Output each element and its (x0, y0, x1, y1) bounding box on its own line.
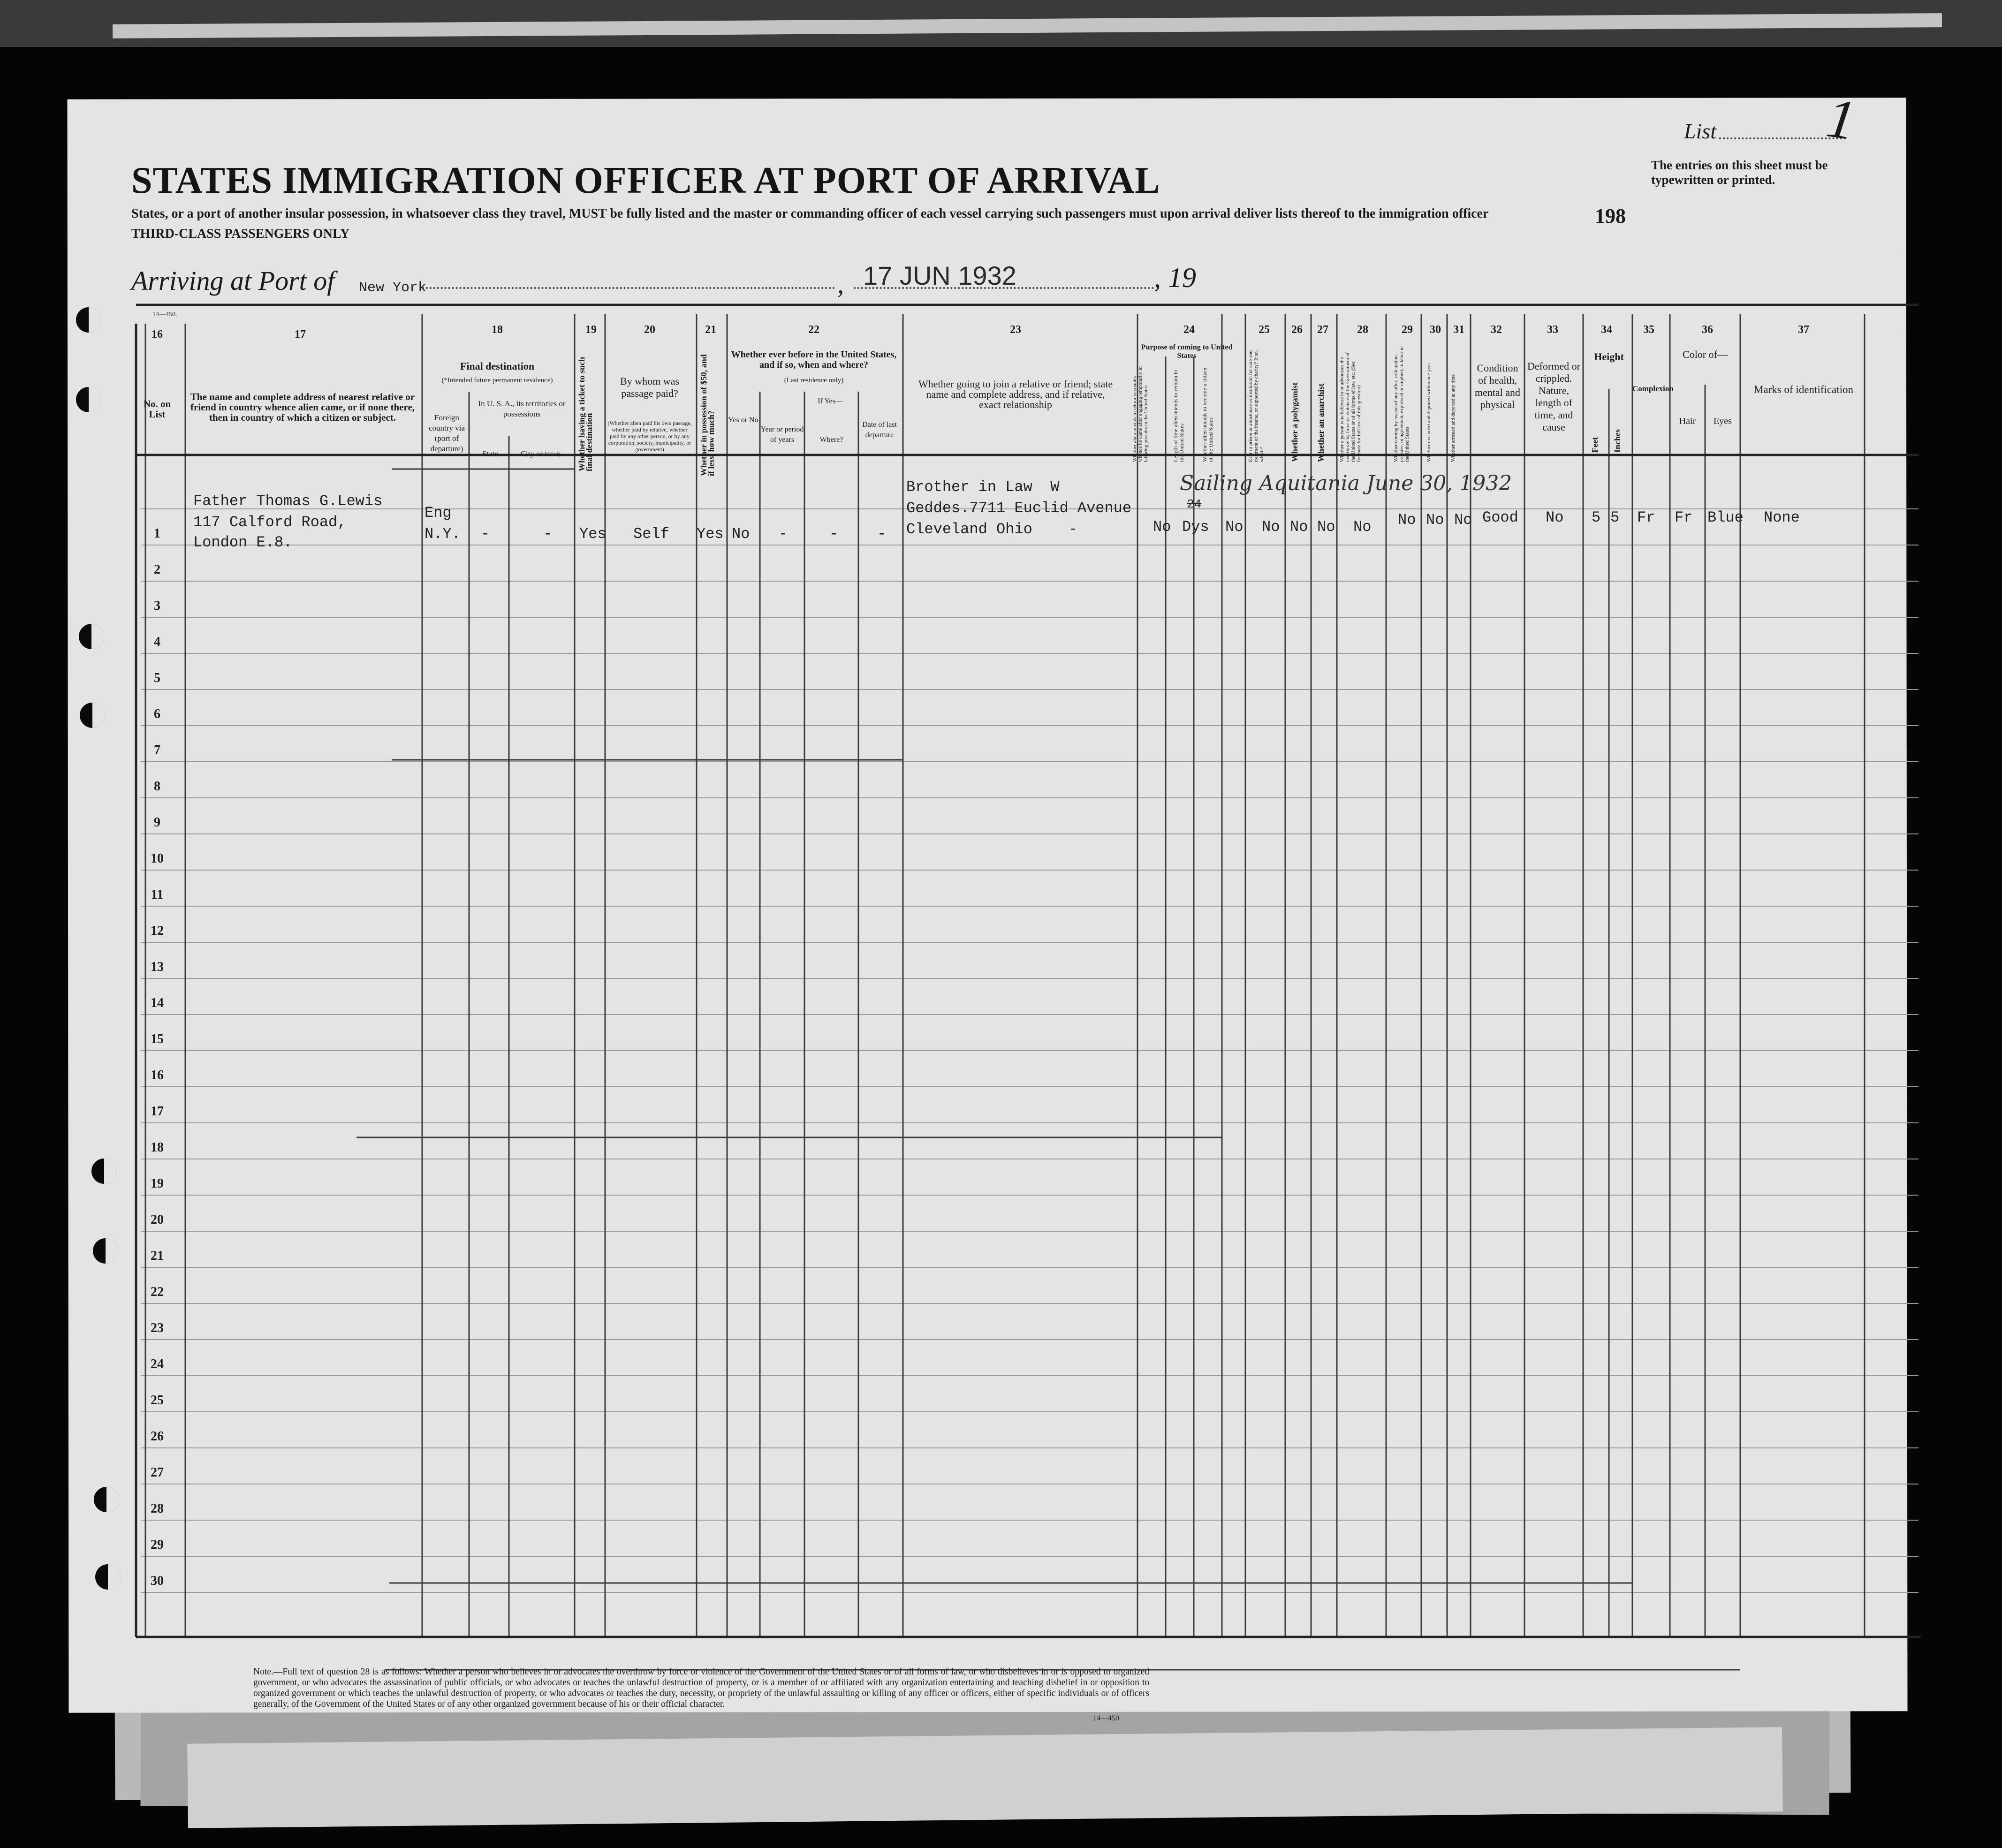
col-17-number: 17 (295, 328, 306, 341)
row-number: 21 (151, 1249, 164, 1263)
col-19-header: Whether having a ticket to such final destination (577, 356, 594, 471)
col-22-year: Year or period of years (760, 425, 804, 444)
form-code: 14—450. (152, 311, 177, 318)
col-33-number: 33 (1547, 324, 1558, 336)
row-number: 14 (151, 996, 164, 1010)
col-34-header: Height (1594, 351, 1624, 363)
overthrow-value: No (1353, 518, 1372, 536)
col-24-header: Purpose of coming to United States (1141, 343, 1233, 360)
col-36-number: 36 (1702, 324, 1713, 336)
col-26-header: Whether a polygamist (1290, 382, 1299, 462)
col-27-header: Whether an anarchist (1316, 383, 1326, 462)
arrested-value: No (1454, 511, 1472, 529)
anarchist-value: No (1317, 518, 1335, 536)
col-20-note: (Whether alien paid his own passage, whether paid by relative, whether paid by any other person, or by any corporation, society, municipality, or government) (607, 420, 692, 453)
row-number: 10 (151, 851, 164, 866)
excluded-value: No (1426, 511, 1444, 529)
year-value: 19 (1168, 262, 1196, 293)
col-32-number: 32 (1491, 324, 1502, 336)
col-28-header: Whether a person who believes in or advocates the overthrow by force or violence of the Government of the United States or of all forms of law, etc. (See footnote for full text of this question) (1339, 352, 1362, 462)
row-number: 9 (154, 815, 160, 830)
col-25-header: Ever in prison or almshouse or institution for care and treatment of the insane, or supported by charity? If so, which? (1248, 350, 1265, 462)
col-24c-header: Whether alien intends to become a citizen of the United States (1201, 367, 1214, 462)
row-number: 26 (151, 1429, 164, 1444)
has-50-value: Yes (697, 525, 724, 543)
before-departure: - (877, 525, 887, 543)
ticket-value: Yes (579, 525, 607, 543)
col-19-number: 19 (585, 324, 597, 336)
relative-city: London E.8. (193, 534, 293, 551)
col-17-header: The name and complete address of nearest relative or friend in country whence alien came, or if none there, then in country of which a citizen or subject. (190, 391, 415, 423)
hair-color: Fr (1675, 509, 1693, 526)
prison-value: No (1262, 518, 1280, 536)
list-number: 1 (1823, 86, 1860, 152)
passage-paid-by: Self (633, 525, 669, 543)
col-21-header: Whether in possession of $50, and if less, how much? (699, 354, 716, 476)
row-number: 19 (151, 1176, 164, 1191)
col-24-number: 24 (1183, 324, 1195, 336)
col-36-eyes: Eyes (1714, 416, 1732, 426)
col-23-header: Whether going to join a relative or friend; state name and complete address, and if relative, exact relationship (918, 378, 1113, 410)
list-label: List (1684, 119, 1717, 143)
row-number: 22 (151, 1285, 164, 1299)
row-number: 13 (151, 960, 164, 974)
return-intent: No (1153, 518, 1171, 536)
health-value: Good (1482, 509, 1518, 526)
col-24a-header: Whether alien intends to return to country whence he came after engaging temporarily in laboring pursuits in the United States (1132, 366, 1149, 462)
col-34-inches: Inches (1613, 429, 1622, 453)
row-number: 20 (151, 1212, 164, 1227)
col-22-yesno: Yes or No (728, 416, 758, 424)
complexion-value: Fr (1637, 509, 1655, 526)
destination-city: - (543, 525, 553, 543)
offer-labor-value: No (1398, 511, 1416, 529)
length-of-stay-struck: 24 (1187, 497, 1202, 511)
identification-marks: None (1764, 509, 1800, 526)
col-29-number: 29 (1402, 324, 1413, 336)
comma: , (837, 270, 844, 299)
row-number: 15 (151, 1032, 164, 1046)
height-inches: 5 (1610, 509, 1620, 526)
col-34-number: 34 (1601, 324, 1612, 336)
destination-state: - (481, 525, 490, 543)
row-lines (141, 509, 1919, 1592)
col-29-header: Whether coming by reason of any offer, solicitation, promise, or agreement, expressed or implied, to labor in the United States (1393, 346, 1410, 462)
col-18-note: (*Intended future permanent residence) (441, 377, 553, 384)
col-34-feet: Feet (1590, 437, 1600, 453)
col-22-date: Date of last departure (862, 421, 897, 439)
row-number: 4 (154, 635, 160, 649)
year-label: , 19 (1154, 262, 1196, 293)
handwritten-annotation: Sailing Aquitania June 30, 1932 (1180, 471, 1512, 495)
port-value: New York (359, 280, 427, 296)
row-number: 28 (151, 1501, 164, 1516)
eye-color: Blue (1707, 509, 1744, 526)
footnote: Note.—Full text of question 28 is as follows: Whether a person who believes in or advocates the overthrow by force or violence of the Government of the United States or of all forms of law, or who disbelieves in or is opposed to organized government, or who advocates the assassination of public officials, or who advocates or teaches the unlawful destruction of property, or is a member of or affiliated with any organization entertaining and teaching disbelief in or opposition to organized government or which teaches the unlawful destruction of property, or who advocates or teaches the duty, necessity, or propriety of the unlawful assaulting or killing of any officer or officers, either of specific individuals or of officers generally, of the Government of the United States or of any other organized government because of his or their official character. (253, 1667, 1149, 1709)
relative-address: 117 Calford Road, (193, 514, 347, 531)
col-22-ifyes: If Yes— (818, 397, 843, 405)
instructions-line: States, or a port of another insular possession, in whatsoever class they travel, MUST be fully listed and the master or commanding officer of each vessel carrying such passengers must upon arrival deliver lists thereof to the immigration officer (131, 206, 1489, 221)
col-18-header: Final destination (460, 360, 535, 372)
col-20-number: 20 (644, 324, 655, 336)
row-number: 16 (151, 1068, 164, 1083)
col-35-number: 35 (1643, 324, 1654, 336)
row-number: 23 (151, 1321, 164, 1335)
row-number: 8 (154, 779, 160, 794)
col-37-header: Marks of identification (1753, 384, 1854, 395)
col-31-header: Whether arrested and deported at any time (1450, 374, 1456, 462)
form-code-bottom: 14—450 (1093, 1714, 1119, 1722)
class-line: THIRD-CLASS PASSENGERS ONLY (131, 227, 350, 241)
sheet-number: 198 (1595, 204, 1626, 227)
column-lines (145, 314, 1865, 1670)
arriving-label: Arriving at Port of (131, 265, 335, 296)
col-18-foreign-header: Foreign country via (port of departure) (429, 413, 465, 453)
col-18-city-header: City or town (520, 449, 561, 458)
foreign-country: Eng (425, 504, 452, 522)
join-relative-address: Geddes.7711 Euclid Avenue (906, 500, 1132, 517)
date-stamp: 17 JUN 1932 (863, 261, 1016, 290)
col-16-header: No. on List (143, 398, 171, 420)
row-number: 18 (151, 1140, 164, 1155)
col-31-number: 31 (1453, 324, 1464, 336)
col-35-header: Complexion (1632, 384, 1674, 393)
col-30-header: Whether excluded and deported within one year (1426, 363, 1432, 462)
citizen-intent: No (1225, 518, 1244, 536)
col-21-number: 21 (705, 324, 716, 336)
col-20-header: By whom was passage paid? (620, 375, 679, 399)
height-feet: 5 (1592, 509, 1601, 526)
col-22-where: Where? (819, 436, 843, 444)
col-28-number: 28 (1357, 324, 1368, 336)
row-number: 7 (154, 743, 160, 757)
row-number: 5 (154, 671, 160, 685)
row-number: 24 (151, 1357, 164, 1371)
col-32-header: Condition of health, mental and physical (1474, 362, 1521, 410)
col-37-number: 37 (1798, 324, 1809, 336)
page-title: STATES IMMIGRATION OFFICER AT PORT OF ARRIVAL (131, 160, 1160, 201)
col-30-number: 30 (1430, 324, 1441, 336)
row-number: 3 (154, 598, 160, 613)
before-where: - (829, 525, 839, 543)
row-number: 17 (151, 1104, 164, 1119)
row-number: 29 (151, 1537, 164, 1552)
col-25-number: 25 (1259, 324, 1270, 336)
row-number: 11 (151, 887, 164, 902)
col-23-number: 23 (1010, 324, 1021, 336)
relative-name: Father Thomas G.Lewis (193, 492, 383, 510)
row-number: 12 (151, 924, 164, 938)
col-27-number: 27 (1317, 324, 1328, 336)
col-33-header: Deformed or crippled. Nature, length of time, and cause (1527, 360, 1580, 433)
col-18-number: 18 (492, 324, 503, 336)
col-22-header: Whether ever before in the United States, and if so, when and where? (731, 349, 897, 370)
col-36-hair: Hair (1679, 416, 1696, 426)
col-22-number: 22 (808, 324, 819, 336)
col-16-number: 16 (152, 328, 163, 341)
col-18-state-header: State (482, 449, 498, 458)
row-number: 1 (154, 526, 160, 541)
join-relative-city: Cleveland Ohio - (906, 521, 1077, 538)
before-year: - (779, 525, 788, 543)
col-36-header: Color of— (1683, 348, 1728, 360)
col-26-number: 26 (1291, 324, 1303, 336)
port-of-departure: N.Y. (425, 525, 461, 543)
row-number: 6 (154, 707, 160, 721)
polygamist-value: No (1290, 518, 1308, 536)
col-22-note: (Last residence only) (784, 377, 844, 384)
col-18-usa-header: In U. S. A., its territories or possessions (478, 399, 566, 418)
row-number: 30 (151, 1574, 164, 1588)
row-number: 25 (151, 1393, 164, 1408)
entries-note: The entries on this sheet must be typewritten or printed. (1651, 158, 1828, 187)
row-number: 2 (154, 562, 160, 577)
row-number: 27 (151, 1465, 164, 1480)
col-24b-header: Length of time alien intends to remain in the United States (1172, 370, 1185, 462)
length-of-stay: Dys (1182, 518, 1209, 536)
deformed-value: No (1546, 509, 1564, 526)
before-in-us: No (732, 525, 750, 543)
join-relative-name: Brother in Law W (906, 478, 1060, 496)
